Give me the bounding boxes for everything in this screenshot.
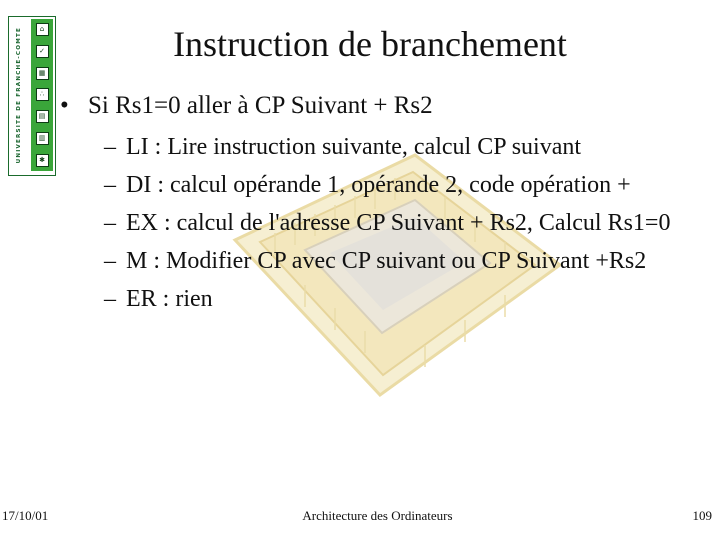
sub-item-text: DI : calcul opérande 1, opérande 2, code opération +	[126, 172, 631, 198]
university-logo	[8, 16, 56, 176]
dash-mark: –	[104, 286, 116, 312]
logo-icon-column	[31, 19, 53, 171]
grid-icon: ▦	[36, 67, 49, 80]
slide-title: Instruction de branchement	[173, 24, 567, 64]
logo-text: UNIVERSITE DE FRANCHE-COMTE	[16, 26, 22, 164]
bullet-text: Si Rs1=0 aller à CP Suivant + Rs2	[88, 92, 433, 119]
footer-page-number: 109	[692, 508, 712, 523]
sub-item-text: EX : calcul de l'adresse CP Suivant + Rs2, Calcul Rs1=0	[126, 210, 671, 236]
sub-item-m	[104, 246, 700, 277]
star-icon: ✱	[36, 154, 49, 167]
book-icon: ▥	[36, 132, 49, 145]
dots-icon: ∴	[36, 88, 49, 101]
sub-item-li	[104, 132, 700, 163]
sub-item-text: LI : Lire instruction suivante, calcul CP suivant	[126, 134, 582, 160]
dash-mark: –	[104, 248, 116, 274]
footer-date: 17/10/01	[2, 508, 49, 523]
building-icon: ⌂	[36, 23, 49, 36]
bullet-mark: •	[60, 92, 69, 119]
dash-mark: –	[104, 172, 116, 198]
chip-icon: ▤	[36, 110, 49, 123]
sub-item-ex	[104, 208, 700, 239]
check-icon: ✓	[36, 45, 49, 58]
footer-course-title: Architecture des Ordinateurs	[302, 508, 453, 523]
logo-text-strip	[11, 19, 27, 171]
main-bullet	[60, 90, 700, 122]
sub-item-text: M : Modifier CP avec CP suivant ou CP Suivant +Rs2	[126, 248, 647, 274]
slide-content	[60, 90, 700, 322]
sub-item-di	[104, 170, 700, 201]
dash-mark: –	[104, 134, 116, 160]
sub-item-er	[104, 284, 700, 315]
sub-item-text: ER : rien	[126, 286, 213, 312]
dash-mark: –	[104, 210, 116, 236]
